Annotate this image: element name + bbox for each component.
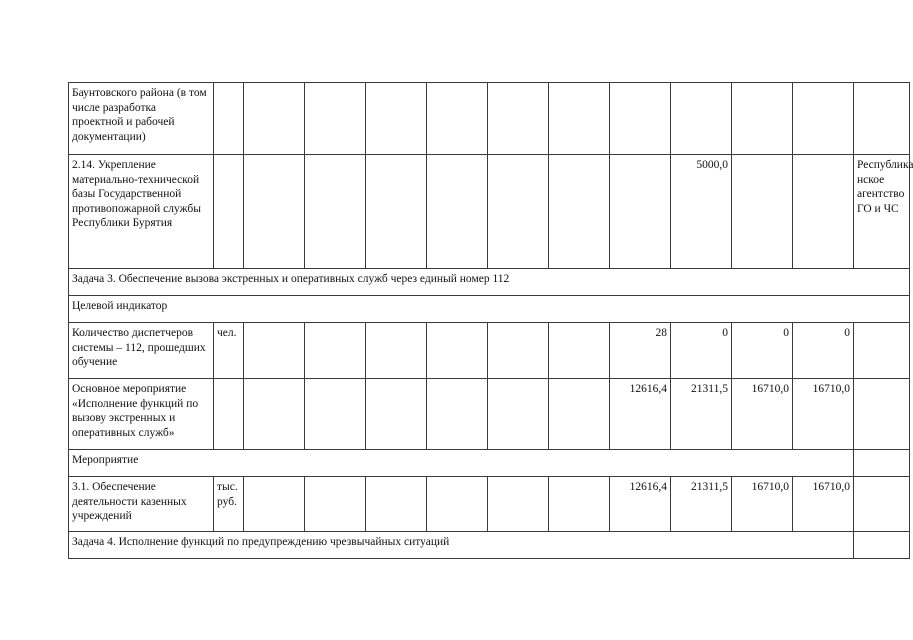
value-cell xyxy=(732,83,793,155)
value-cell xyxy=(244,323,305,379)
table-row xyxy=(69,477,910,532)
value-cell-2024: 5000,0 xyxy=(671,155,732,269)
table-row xyxy=(69,379,910,450)
value-cell xyxy=(549,155,610,269)
unit-cell xyxy=(214,83,244,155)
value-cell-2023: 12616,4 xyxy=(610,379,671,450)
value-cell xyxy=(427,155,488,269)
unit-cell: чел. xyxy=(214,323,244,379)
value-cell-2025: 16710,0 xyxy=(732,379,793,450)
value-cell-2024: 21311,5 xyxy=(671,379,732,450)
unit-cell: тыс. руб. xyxy=(214,477,244,532)
value-cell xyxy=(244,83,305,155)
value-cell xyxy=(793,83,854,155)
value-cell xyxy=(549,323,610,379)
executor-cell xyxy=(854,532,910,559)
value-cell xyxy=(366,155,427,269)
executor-cell xyxy=(854,379,910,450)
value-cell xyxy=(366,83,427,155)
executor-cell xyxy=(854,83,910,155)
value-cell xyxy=(793,155,854,269)
value-cell xyxy=(549,477,610,532)
table-row xyxy=(69,155,910,269)
value-cell xyxy=(549,83,610,155)
unit-cell xyxy=(214,379,244,450)
value-cell xyxy=(305,83,366,155)
value-cell-2026: 0 xyxy=(793,323,854,379)
value-cell xyxy=(366,477,427,532)
unit-cell xyxy=(214,155,244,269)
value-cell xyxy=(732,155,793,269)
value-cell xyxy=(366,323,427,379)
executor-cell xyxy=(854,477,910,532)
section-row xyxy=(69,296,910,323)
value-cell xyxy=(305,155,366,269)
value-cell xyxy=(427,83,488,155)
value-cell xyxy=(244,477,305,532)
table-row xyxy=(69,323,910,379)
row-name-cell: 2.14. Укрепление материально-технической базы Государственной противопожарной службы Республики Бурятия xyxy=(69,155,214,269)
section-row xyxy=(69,450,910,477)
section-row xyxy=(69,269,910,296)
row-name-cell: Количество диспетчеров системы – 112, прошедших обучение xyxy=(69,323,214,379)
row-name-cell: Баунтовского района (в том числе разработка проектной и рабочей документации) xyxy=(69,83,214,155)
value-cell xyxy=(549,379,610,450)
value-cell xyxy=(244,155,305,269)
value-cell xyxy=(427,477,488,532)
value-cell xyxy=(366,379,427,450)
value-cell xyxy=(610,83,671,155)
value-cell-2024: 21311,5 xyxy=(671,477,732,532)
executor-cell xyxy=(854,450,910,477)
value-cell xyxy=(427,323,488,379)
value-cell xyxy=(488,83,549,155)
task-4-heading: Задача 4. Исполнение функций по предупреждению чрезвычайных ситуаций xyxy=(69,532,854,559)
value-cell xyxy=(427,379,488,450)
value-cell-2026: 16710,0 xyxy=(793,379,854,450)
value-cell xyxy=(305,477,366,532)
section-row xyxy=(69,532,910,559)
value-cell xyxy=(244,379,305,450)
value-cell-2024: 0 xyxy=(671,323,732,379)
value-cell xyxy=(610,155,671,269)
program-table xyxy=(68,82,913,559)
value-cell-2025: 0 xyxy=(732,323,793,379)
table-row xyxy=(69,83,910,155)
value-cell-2026: 16710,0 xyxy=(793,477,854,532)
executor-cell xyxy=(854,323,910,379)
value-cell xyxy=(305,379,366,450)
task-3-heading: Задача 3. Обеспечение вызова экстренных и оперативных служб через единый номер 112 xyxy=(69,269,910,296)
activity-heading: Мероприятие xyxy=(69,450,854,477)
value-cell-2025: 16710,0 xyxy=(732,477,793,532)
value-cell xyxy=(488,155,549,269)
value-cell xyxy=(488,477,549,532)
target-indicator-heading: Целевой индикатор xyxy=(69,296,910,323)
value-cell xyxy=(671,83,732,155)
value-cell xyxy=(488,323,549,379)
value-cell xyxy=(305,323,366,379)
value-cell xyxy=(488,379,549,450)
executor-cell: Республика нское агентство ГО и ЧС xyxy=(854,155,910,269)
value-cell-2023: 28 xyxy=(610,323,671,379)
row-name-cell: 3.1. Обеспечение деятельности казенных учреждений xyxy=(69,477,214,532)
value-cell-2023: 12616,4 xyxy=(610,477,671,532)
row-name-cell: Основное мероприятие «Исполнение функций по вызову экстренных и оперативных служб» xyxy=(69,379,214,450)
